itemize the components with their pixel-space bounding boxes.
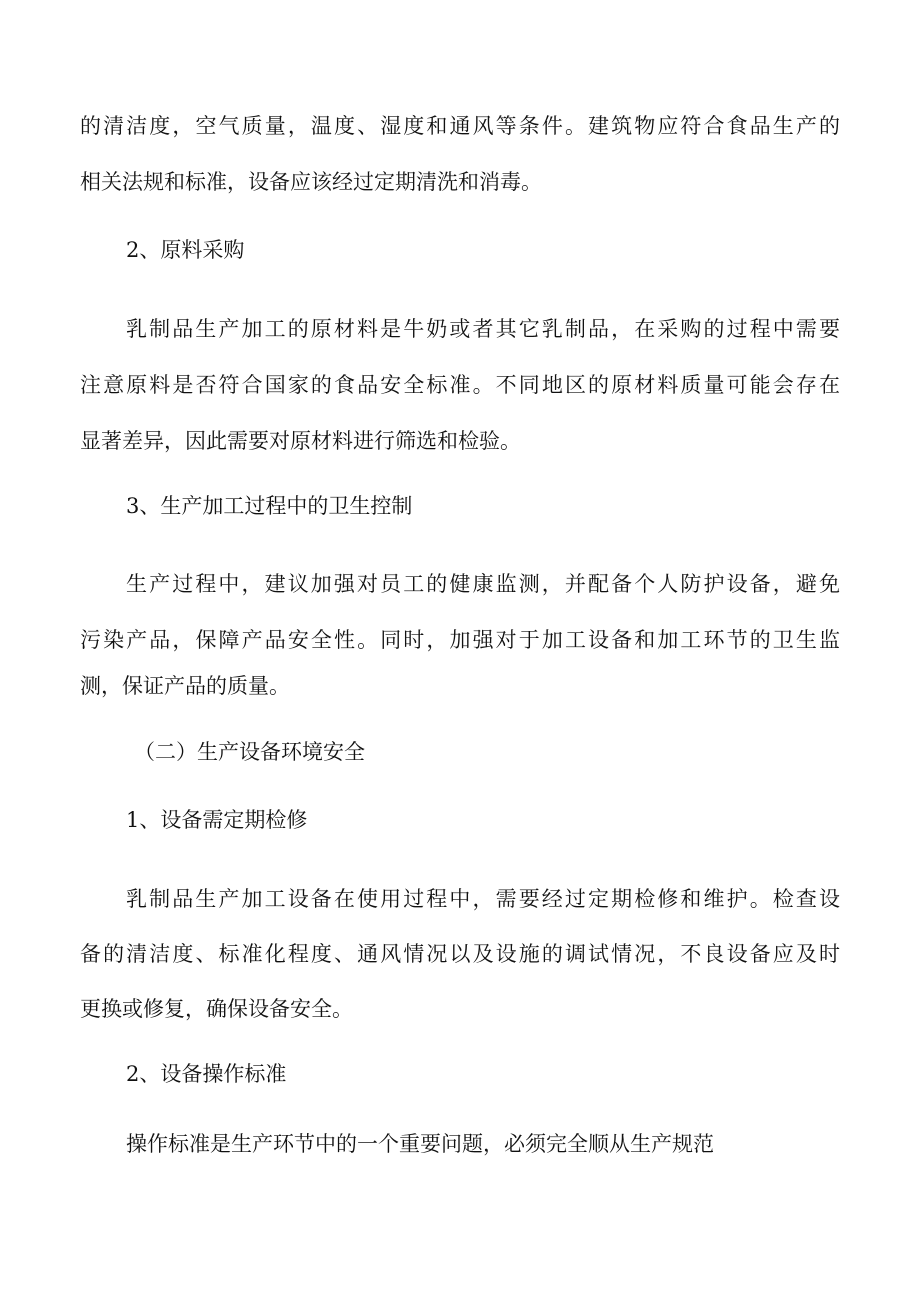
paragraph-line: 的清洁度，空气质量，温度、湿度和通风等条件。建筑物应符合食品生产的 — [80, 114, 840, 138]
section-heading: 1、设备需定期检修 — [126, 808, 308, 832]
paragraph-line: 测，保证产品的质量。 — [80, 674, 290, 698]
paragraph-line: 污染产品，保障产品安全性。同时，加强对于加工设备和加工环节的卫生监 — [80, 628, 840, 652]
paragraph-line: 更换或修复，确保设备安全。 — [80, 997, 353, 1021]
paragraph-line: 乳制品生产加工设备在使用过程中，需要经过定期检修和维护。检查设 — [126, 887, 840, 911]
paragraph-line: 生产过程中，建议加强对员工的健康监测，并配备个人防护设备，避免 — [126, 572, 840, 596]
paragraph-line: 注意原料是否符合国家的食品安全标准。不同地区的原材料质量可能会存在 — [80, 373, 840, 397]
paragraph-line: 备的清洁度、标准化程度、通风情况以及设施的调试情况，不良设备应及时 — [80, 942, 840, 966]
paragraph-line: 显著差异，因此需要对原材料进行筛选和检验。 — [80, 429, 521, 453]
paragraph-line: 相关法规和标准，设备应该经过定期清洗和消毒。 — [80, 170, 542, 194]
paragraph-line: 操作标准是生产环节中的一个重要问题，必须完全顺从生产规范 — [126, 1132, 714, 1156]
section-heading: 2、设备操作标准 — [126, 1062, 287, 1086]
section-heading: 3、生产加工过程中的卫生控制 — [126, 494, 413, 518]
subsection-title: （二）生产设备环境安全 — [134, 740, 365, 764]
section-heading: 2、原料采购 — [126, 238, 245, 262]
paragraph-line: 乳制品生产加工的原材料是牛奶或者其它乳制品，在采购的过程中需要 — [126, 317, 840, 341]
